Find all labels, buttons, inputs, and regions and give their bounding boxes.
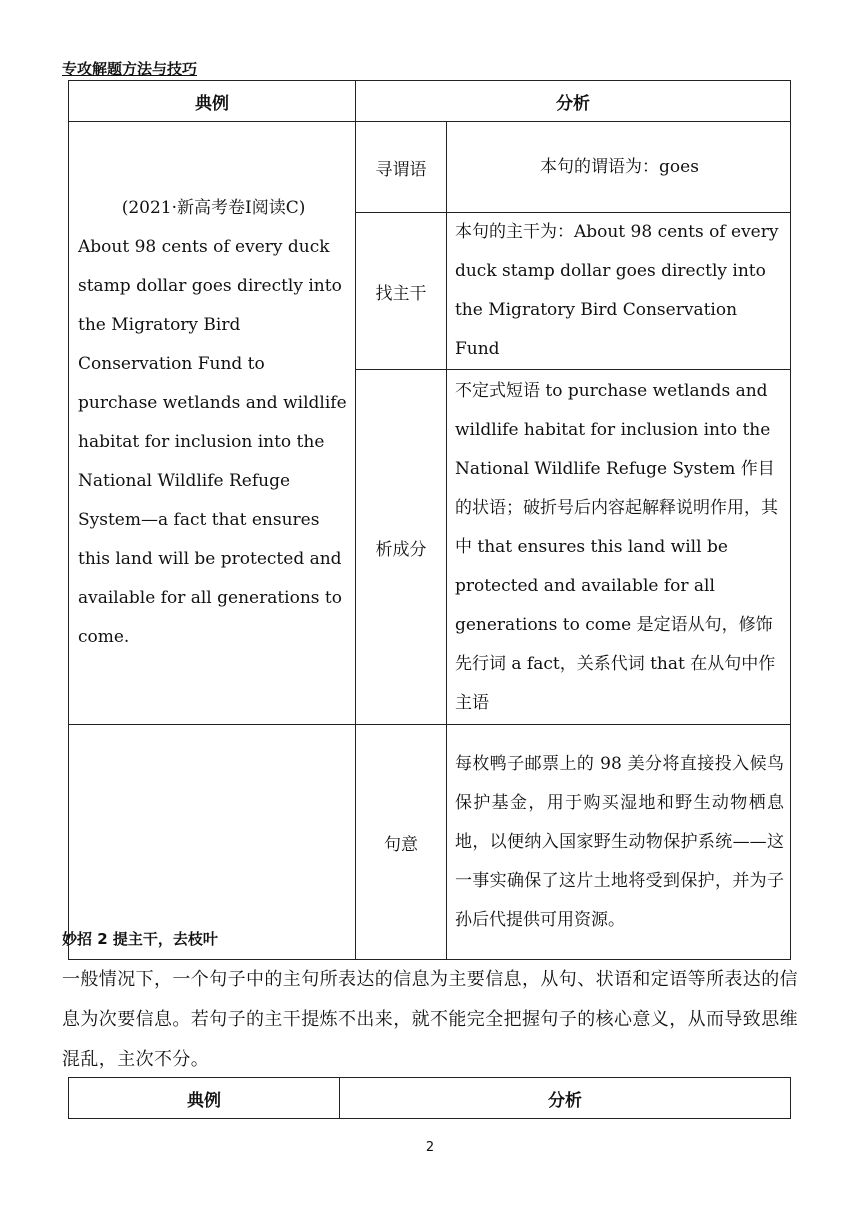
example-cell <box>69 122 356 725</box>
row-label-components: 析成分 <box>356 370 447 725</box>
page-number: 2 <box>425 1140 435 1155</box>
example-source: (2021·新高考卷Ⅰ阅读C) <box>121 198 306 218</box>
example-table-1 <box>68 80 791 960</box>
row-text-predicate: 本句的谓语为：goes <box>446 122 790 213</box>
row-text-trunk: 本句的主干为：About 98 cents of every duck stamp dollar goes directly into the Migratory Bird Conservation Fund <box>446 213 790 370</box>
column-header-analysis-2: 分析 <box>340 1078 791 1119</box>
column-header-analysis: 分析 <box>356 81 791 122</box>
row-label-meaning: 句意 <box>356 725 447 960</box>
row-text-meaning: 每枚鸭子邮票上的 98 美分将直接投入候鸟保护基金，用于购买湿地和野生动物栖息地，以便纳入国家野生动物保护系统——这一事实确保了这片土地将受到保护，并为子孙后代提供可用资源。 <box>446 725 790 960</box>
empty-example-cell <box>69 725 356 960</box>
column-header-example-2: 典例 <box>69 1078 340 1119</box>
row-label-predicate: 寻谓语 <box>356 122 447 213</box>
example-table-2 <box>68 1077 791 1119</box>
example-sentence: About 98 cents of every duck stamp dollar goes directly into the Migratory Bird Conservation Fund to purchase wetlands and wildlife habitat for inclusion into the National Wildlife Refuge System—a fact that ensures this land will be protected and available for all generations to come. <box>78 237 347 647</box>
page-header: 专攻解题方法与技巧 <box>62 60 198 78</box>
row-text-components: 不定式短语 to purchase wetlands and wildlife habitat for inclusion into the National Wildlife Refuge System 作目的状语；破折号后内容起解释说明作用，其中 that ensures this land will be protected and available for all generations to come 是定语从句，修饰先行词 a fact，关系代词 that 在从句中作主语 <box>446 370 790 725</box>
tip-paragraph: 一般情况下，一个句子中的主句所表达的信息为主要信息，从句、状语和定语等所表达的信息为次要信息。若句子的主干提炼不出来，就不能完全把握句子的核心意义，从而导致思维混乱，主次不分。 <box>62 969 798 1070</box>
tip-title: 妙招 2 提主干，去枝叶 <box>62 930 218 948</box>
row-label-trunk: 找主干 <box>356 213 447 370</box>
column-header-example: 典例 <box>69 81 356 122</box>
